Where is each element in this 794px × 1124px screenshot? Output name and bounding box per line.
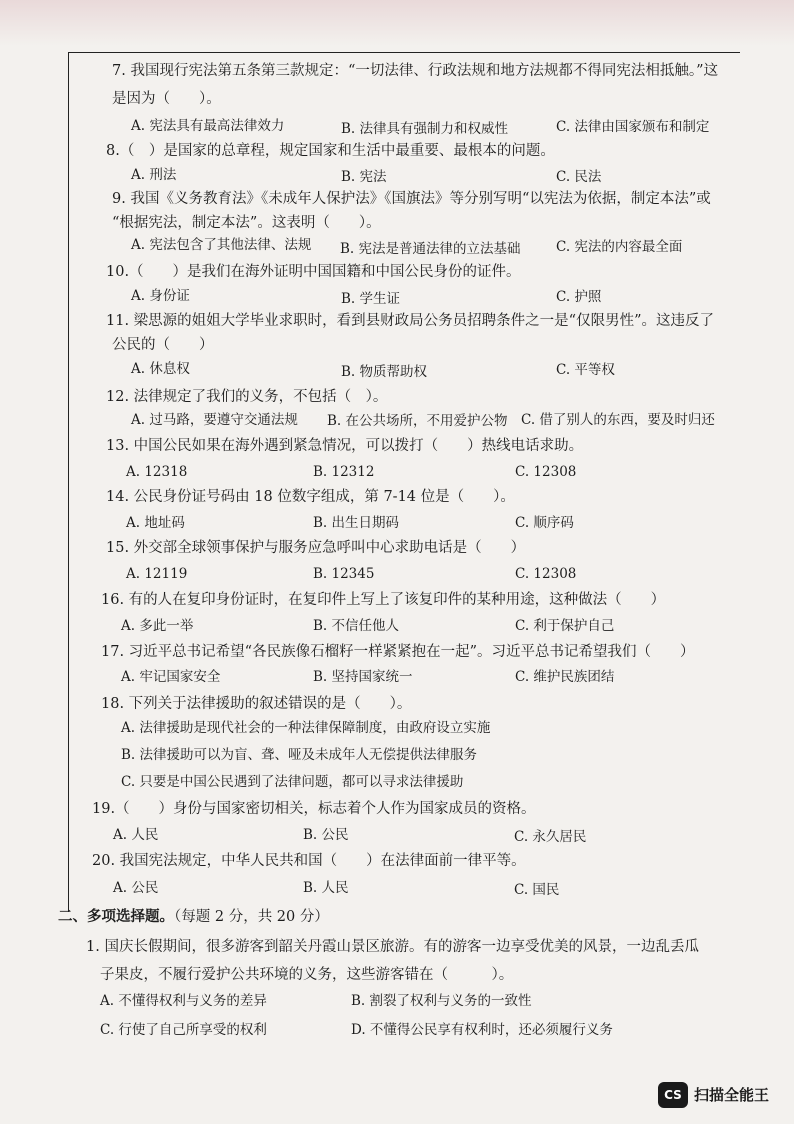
q17-option-b: B. 坚持国家统一 — [313, 669, 413, 685]
section-2-heading — [58, 905, 329, 926]
q10-option-a: A. 身份证 — [131, 288, 190, 304]
q7-option-b: B. 法律具有强制力和权威性 — [341, 121, 509, 137]
q20-option-b: B. 人民 — [303, 880, 349, 896]
question-7-line1: 7. 我国现行宪法第五条第三款规定：“一切法律、行政法规和地方法规都不得同宪法相抵触。”这 — [112, 63, 719, 79]
question-10: 10.（ ）是我们在海外证明中国国籍和中国公民身份的证件。 — [106, 264, 521, 280]
question-11-line2: 公民的（ ） — [112, 337, 214, 353]
q11-option-b: B. 物质帮助权 — [341, 364, 428, 380]
q13-option-b: B. 12312 — [313, 464, 375, 480]
q13-option-a: A. 12318 — [126, 464, 188, 480]
q20-option-c: C. 国民 — [514, 882, 560, 898]
section-2-title: 二、多项选择题。 — [58, 908, 174, 925]
question-9-line2: “根据宪法，制定本法”。这表明（ ）。 — [112, 215, 381, 231]
scan-top-shade — [0, 0, 794, 46]
q14-option-b: B. 出生日期码 — [313, 515, 400, 531]
question-18: 18. 下列关于法律援助的叙述错误的是（ ）。 — [101, 696, 412, 712]
section-2-question-1-line1: 1. 国庆长假期间，很多游客到韶关丹霞山景区旅游。有的游客一边享受优美的风景，一边乱丢瓜 — [86, 939, 699, 955]
question-19: 19.（ ）身份与国家密切相关，标志着个人作为国家成员的资格。 — [92, 801, 536, 817]
q16-option-b: B. 不信任他人 — [313, 618, 400, 634]
q7-option-c: C. 法律由国家颁布和制定 — [556, 119, 710, 135]
top-border-line — [68, 52, 740, 53]
left-border-line — [68, 52, 69, 912]
question-11-line1: 11. 梁思源的姐姐大学毕业求职时，看到县财政局公务员招聘条件之一是“仅限男性”。这违反了 — [106, 313, 714, 329]
question-8: 8.（ ）是国家的总章程，规定国家和生活中最重要、最根本的问题。 — [106, 143, 555, 159]
question-15: 15. 外交部全球领事保护与服务应急呼叫中心求助电话是（ ） — [106, 540, 526, 556]
section-2-score: （每题 2 分，共 20 分） — [174, 909, 329, 925]
q19-option-c: C. 永久居民 — [514, 829, 587, 845]
question-7-line2: 是因为（ ）。 — [112, 91, 221, 107]
q13-option-c: C. 12308 — [515, 464, 577, 480]
q19-option-b: B. 公民 — [303, 827, 349, 843]
question-12: 12. 法律规定了我们的义务，不包括（ ）。 — [106, 389, 388, 405]
q7-option-a: A. 宪法具有最高法律效力 — [131, 118, 285, 134]
q12-option-b: B. 在公共场所，不用爱护公物 — [327, 413, 508, 429]
question-16: 16. 有的人在复印身份证时，在复印件上写上了该复印件的某种用途，这种做法（ ） — [101, 592, 666, 608]
camscanner-watermark-text: 扫描全能王 — [694, 1086, 770, 1104]
q16-option-c: C. 利于保护自己 — [515, 618, 615, 634]
camscanner-logo-icon: CS — [658, 1082, 688, 1108]
question-17: 17. 习近平总书记希望“各民族像石榴籽一样紧紧抱在一起”。习近平总书记希望我们（ ） — [101, 644, 695, 660]
q12-option-a: A. 过马路，要遵守交通法规 — [131, 412, 298, 428]
q12-option-c: C. 借了别人的东西，要及时归还 — [521, 412, 715, 428]
s2q1-option-d: D. 不懂得公民享有权利时，还必须履行义务 — [351, 1022, 613, 1038]
q9-option-b: B. 宪法是普通法律的立法基础 — [340, 241, 521, 257]
s2q1-option-a: A. 不懂得权利与义务的差异 — [100, 993, 267, 1009]
q15-option-c: C. 12308 — [515, 566, 577, 582]
q15-option-a: A. 12119 — [126, 566, 188, 582]
q17-option-a: A. 牢记国家安全 — [121, 669, 221, 685]
q15-option-b: B. 12345 — [313, 566, 375, 582]
question-20: 20. 我国宪法规定，中华人民共和国（ ）在法律面前一律平等。 — [92, 853, 526, 869]
q9-option-c: C. 宪法的内容最全面 — [556, 239, 683, 255]
q16-option-a: A. 多此一举 — [121, 618, 194, 634]
q8-option-a: A. 刑法 — [131, 167, 177, 183]
q10-option-c: C. 护照 — [556, 289, 602, 305]
q10-option-b: B. 学生证 — [341, 291, 401, 307]
q19-option-a: A. 人民 — [113, 827, 159, 843]
s2q1-option-c: C. 行使了自己所享受的权利 — [100, 1022, 267, 1038]
q14-option-c: C. 顺序码 — [515, 515, 574, 531]
q17-option-c: C. 维护民族团结 — [515, 669, 615, 685]
s2q1-option-b: B. 割裂了权利与义务的一致性 — [351, 993, 532, 1009]
question-13: 13. 中国公民如果在海外遇到紧急情况，可以拨打（ ）热线电话求助。 — [106, 438, 584, 454]
section-2-question-1-line2: 子果皮，不履行爱护公共环境的义务，这些游客错在（ ）。 — [100, 967, 514, 983]
q18-option-b: B. 法律援助可以为盲、聋、哑及未成年人无偿提供法律服务 — [121, 747, 478, 763]
q11-option-c: C. 平等权 — [556, 362, 615, 378]
question-9-line1: 9. 我国《义务教育法》《未成年人保护法》《国旗法》等分别写明“以宪法为依据，制定本法”或 — [112, 191, 711, 207]
q14-option-a: A. 地址码 — [126, 515, 185, 531]
q8-option-c: C. 民法 — [556, 169, 602, 185]
q8-option-b: B. 宪法 — [341, 169, 387, 185]
q18-option-c: C. 只要是中国公民遇到了法律问题，都可以寻求法律援助 — [121, 774, 464, 790]
q9-option-a: A. 宪法包含了其他法律、法规 — [131, 237, 312, 253]
q18-option-a: A. 法律援助是现代社会的一种法律保障制度，由政府设立实施 — [121, 720, 491, 736]
question-14: 14. 公民身份证号码由 18 位数字组成，第 7-14 位是（ ）。 — [106, 489, 515, 505]
q20-option-a: A. 公民 — [113, 880, 159, 896]
q11-option-a: A. 休息权 — [131, 361, 190, 377]
